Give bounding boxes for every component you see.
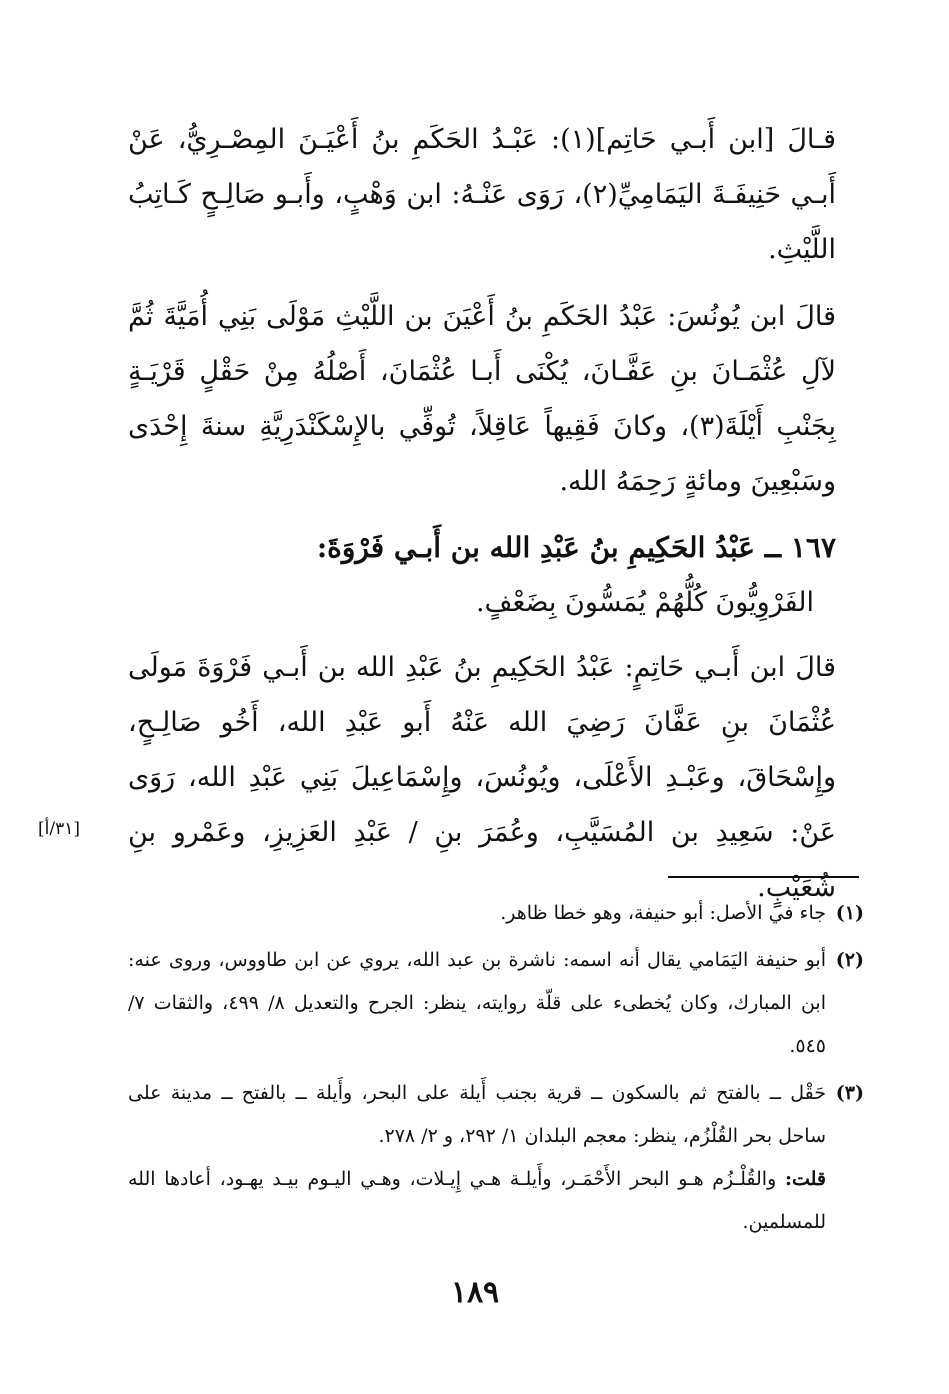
footnote-number: (١)	[835, 902, 864, 924]
manuscript-folio-ref: [٣١/أ]	[38, 819, 80, 839]
editor-note	[128, 1158, 826, 1244]
footnote-text: جاء في الأصل: أبو حنيفة، وهو خطا ظاهر.	[500, 902, 826, 924]
entry-heading: ١٦٧ ــ عَبْدُ الحَكِيمِ بنُ عَبْدِ الله بن أَبـي فَرْوَةَ:	[316, 531, 836, 564]
page-number: ١٨٩	[450, 1275, 500, 1310]
footnote-number: (٢)	[835, 949, 864, 971]
footnote-body	[128, 892, 826, 935]
paragraph-text: قالَ ابن يُونُسَ: عَبْدُ الحَكَمِ بنُ أَعْيَنَ بن اللَّيْثِ مَوْلَى بَنِي أُمَيَّةَ ثُمَّ لآلِ عُثْمَـانَ بنِ عَفَّـانَ، يُكْنَى أَبـا عُثْمَانَ، أَصْلُهُ مِنْ حَقْلٍ قَرْيَـةٍ بِجَنْبِ أَيْلَةَ(٣)، وكانَ فَقِيهاً عَاقِلاً، تُوفِّي بالإِسْكَنْدَرِيَّةِ سنةَ إِحْدَى وسَبْعِينَ ومائةٍ رَحِمَهُ الله.	[128, 301, 836, 497]
footnote-text: حَقْل ــ بالفتح ثم بالسكون ــ قرية بجنب أَيلة على البحر، وأَيلة ــ بالفتح ــ مدينة على ساحل بحر القُلْزُم، ينظر: معجم البلدان ١/ ٢٩٢، و ٢/ ٢٧٨.	[128, 1082, 826, 1147]
editor-note-text: والقُلْـزُم هـو البحر الأَحْمَـر، وأَيلـة هـي إِيـلات، وهـي اليـوم بيـد يهـود، أعادها الله للمسلمين.	[128, 1168, 826, 1233]
footnote-text: أبو حنيفة اليَمَامي يقال أنه اسمه: ناشرة بن عبد الله، يروي عن ابن طاووس، وروى عنه: ابن المبارك، وكان يُخطىء على قلّة روايته، ينظر: الجرح والتعديل ٨/ ٤٩٩، والثقات ٧/ ٥٤٥.	[128, 949, 827, 1057]
entry-subline: الفَرْوِيُّونَ كُلُّهُمْ يُمَسُّونَ بِضَعْفٍ.	[475, 587, 814, 618]
paragraph-ibn-yunus	[128, 289, 836, 509]
footnotes	[128, 892, 864, 1244]
editor-note-label: قلت:	[784, 1168, 827, 1190]
paragraph-ibn-abi-hatim-abd-al-hakim	[128, 640, 836, 915]
footnote-number: (٣)	[835, 1082, 864, 1104]
footnote	[128, 1072, 864, 1244]
paragraph-ibn-abi-hatim-abd-al-hakam	[128, 112, 836, 277]
footnote	[128, 939, 864, 1068]
footnote-body	[128, 939, 826, 1068]
footnote-divider	[668, 876, 859, 878]
footnote	[128, 892, 864, 935]
paragraph-text: قـالَ [ابن أَبـي حَاتِم](١): عَبْـدُ الحَكَمِ بنُ أَعْيَـنَ المِصْـرِيُّ، عَنْ أَبـي حَنِيفَـةَ اليَمَامِيِّ(٢)، رَوَى عَنْـهُ: ابن وَهْبٍ، وأَبـو صَالِـحٍ كَـاتِبُ اللَّيْثِ.	[128, 124, 836, 265]
paragraph-text: قالَ ابن أَبـي حَاتِمٍ: عَبْدُ الحَكِيمِ بنُ عَبْدِ الله بن أَبـي فَرْوَةَ مَولَى عُثْمَانَ بنِ عَفَّانَ رَضِيَ الله عَنْهُ أَبو عَبْدِ الله، أَخُو صَالِـحٍ، وإِسْحَاقَ، وعَبْـدِ الأَعْلَى، ويُونُسَ، وإِسْمَاعِيلَ بَنِي عَبْدِ الله، رَوَى عَنْ: سَعِيدِ بن المُسَيَّبِ، وعُمَرَ بنِ / عَبْدِ العَزِيزِ، وعَمْرو بنِ شُعَيْبٍ.	[128, 652, 836, 903]
entry-167	[128, 520, 836, 630]
footnote-body	[128, 1072, 826, 1244]
